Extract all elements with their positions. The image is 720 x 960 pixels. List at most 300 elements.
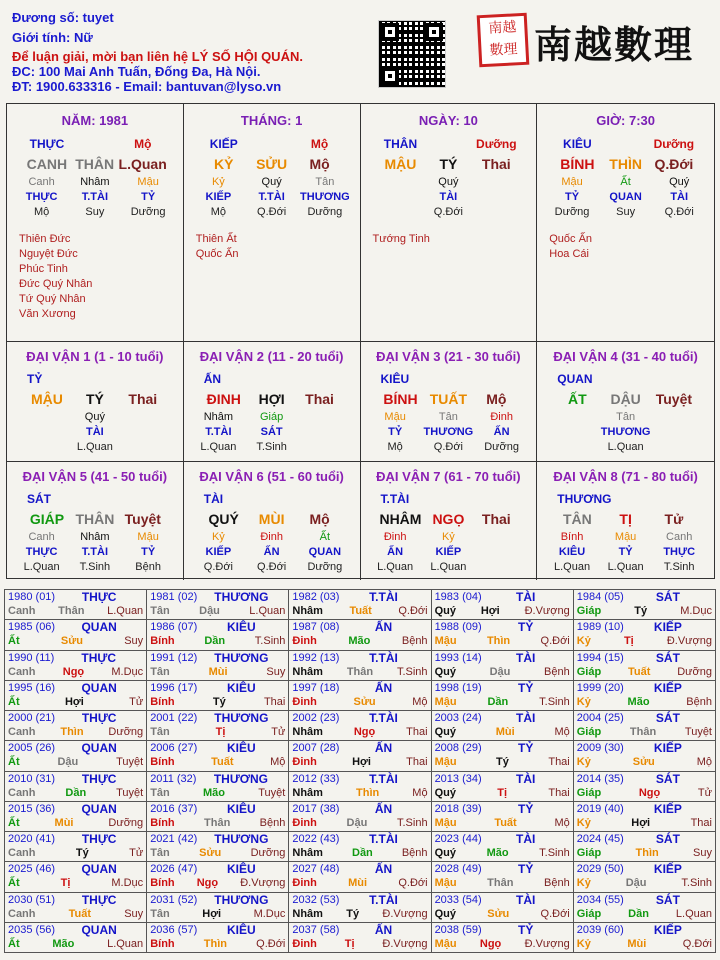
luck-stage-row [186, 440, 358, 455]
annual-row [5, 832, 716, 862]
annual-year: 1983 (04) [434, 591, 482, 603]
annual-year: 2007 (28) [292, 742, 340, 755]
hidden-stage-row [9, 205, 181, 220]
luck-hidden-stem: Nhâm [80, 531, 110, 543]
annual-stage: Thai [548, 786, 570, 799]
annual-branch: Dần [487, 695, 509, 708]
annual-stage: Mộ [412, 786, 428, 799]
annual-year: 2014 (35) [576, 772, 624, 785]
annual-god: THỰC [81, 650, 117, 665]
hidden-stem: Quý [438, 176, 459, 188]
annual-line1 [435, 832, 570, 846]
annual-stem: Mậu [434, 877, 457, 890]
annual-stage: M.Dục [111, 665, 144, 678]
pillar-god: THÂN [383, 137, 418, 151]
annual-branch: Thìn [203, 937, 227, 950]
annual-stem: Đinh [292, 756, 317, 769]
hidden-stage: Mộ [210, 206, 227, 218]
luck-stem-branch: TỊ [619, 511, 632, 527]
annual-line2 [435, 907, 570, 921]
annual-year: 1985 (06) [8, 621, 56, 634]
hidden-stage: Suy [616, 206, 636, 218]
annual-god: KIẾP [653, 620, 682, 635]
annual-god: KIÊU [226, 741, 256, 756]
annual-stage: M.Dục [680, 605, 712, 617]
annual-stem: Tân [150, 786, 170, 799]
annual-branch: Thân [487, 877, 514, 890]
annual-branch: Sửu [199, 847, 222, 859]
annual-line2 [292, 634, 427, 648]
annual-god: ẤN [374, 741, 393, 756]
luck-stem-branch-row [186, 508, 358, 530]
annual-cell [147, 892, 289, 922]
annual-branch: Sửu [60, 635, 83, 648]
annual-line2 [577, 725, 712, 739]
annual-stem: Đinh [292, 695, 317, 708]
annual-line1 [435, 711, 570, 725]
annual-stem: Ất [8, 877, 20, 890]
annual-stage: Suy [124, 635, 144, 648]
hidden-god [475, 190, 528, 205]
annual-line2 [292, 755, 427, 769]
annual-stage: M.Dục [111, 877, 144, 890]
luck-hidden-god: ẤN [387, 546, 404, 558]
annual-god: TÀI [516, 892, 536, 907]
annual-year: 2028 (49) [434, 863, 482, 876]
luck-hidden-god: KIẾP [435, 546, 462, 558]
annual-god: QUAN [81, 680, 117, 695]
annual-god: SÁT [655, 650, 680, 665]
luck-hidden-stem-row [539, 410, 712, 425]
annual-cell [147, 832, 289, 862]
luck-god-row [363, 370, 535, 388]
annual-stem: Bính [150, 695, 175, 708]
luck-stem-branch: NHÂM [379, 511, 422, 527]
annual-cell [431, 922, 573, 952]
hidden-god: T.TÀI [81, 191, 109, 203]
annual-cell [573, 771, 715, 801]
luck-hidden-god: T.TÀI [205, 426, 232, 438]
annual-god: T.TÀI [369, 832, 398, 846]
annual-line2 [435, 725, 570, 739]
annual-stage: L.Quan [107, 605, 144, 617]
pillar-stem-branch: Thai [481, 156, 511, 172]
luck-stem-branch: BÍNH [383, 391, 418, 407]
annual-branch: Dậu [346, 816, 368, 829]
luck-hidden-god: THỰC [25, 546, 58, 558]
luck-hidden-stem [475, 530, 528, 545]
annual-line1 [150, 620, 285, 634]
hidden-stem: Nhâm [80, 176, 110, 188]
annual-year: 2032 (53) [292, 893, 340, 906]
luck-stem-branch: Mộ [309, 511, 330, 527]
annual-cell [5, 922, 147, 952]
luck-hidden-stem: Đinh [383, 531, 407, 543]
luck-god: TỶ [27, 372, 43, 386]
annual-branch: Mão [486, 847, 509, 859]
annual-line1 [150, 651, 285, 665]
annual-cell [431, 892, 573, 922]
annual-stem: Ất [8, 816, 20, 829]
luck-god-row [539, 490, 712, 508]
luck-god-row [186, 490, 358, 508]
annual-line2 [292, 786, 427, 800]
annual-stem: Giáp [576, 847, 602, 859]
annual-line1 [577, 862, 712, 876]
annual-line1 [292, 923, 427, 937]
annual-stem: Quý [434, 605, 456, 617]
pillar-stem-branch: MẬU [384, 156, 417, 172]
pillar-god [424, 135, 472, 153]
annual-cell [289, 590, 431, 620]
annual-god: TỶ [518, 620, 534, 635]
annual-cell [147, 620, 289, 650]
luck-stem-branch-row [9, 388, 181, 410]
annual-cell [573, 922, 715, 952]
annual-year: 1981 (02) [150, 591, 198, 603]
annual-god: KIÊU [226, 862, 256, 877]
annual-stage: Đ.Vượng [382, 907, 428, 920]
annual-cell [289, 650, 431, 680]
pillar-stem-branch: THÂN [75, 156, 115, 172]
luck-stage: L.Quan [607, 441, 644, 453]
annual-cell [147, 922, 289, 952]
annual-god: THƯƠNG [214, 650, 269, 665]
annual-stem: Canh [8, 726, 36, 738]
luck-hidden-god [475, 545, 528, 560]
annual-line1 [292, 681, 427, 695]
annual-line2 [577, 786, 712, 800]
star-item: Văn Xương [19, 308, 76, 320]
annual-cell [147, 711, 289, 741]
annual-stage: L.Quan [675, 907, 712, 920]
annual-branch: Tuất [628, 665, 651, 678]
annual-god: ẤN [374, 922, 393, 937]
annual-branch: Tý [212, 695, 226, 708]
star-list [549, 232, 712, 262]
annual-line2 [150, 725, 285, 739]
annual-year: 2004 (25) [576, 712, 624, 724]
pillar-title: NGÀY: 10 [418, 113, 478, 128]
luck-stage [15, 440, 68, 455]
luck-hidden-stem: Bính [560, 531, 584, 543]
annual-branch: Tý [496, 756, 509, 769]
annual-line1 [435, 893, 570, 907]
annual-line2 [150, 665, 285, 679]
pillar-stem-branch: Mộ [309, 156, 330, 172]
luck-stage: L.Quan [23, 561, 60, 573]
annual-cell [573, 590, 715, 620]
annual-year: 2039 (60) [576, 923, 624, 936]
hidden-god-row [9, 190, 181, 205]
annual-line2 [8, 907, 143, 921]
annual-god: TÀI [516, 832, 536, 846]
luck-god: KIÊU [380, 372, 410, 386]
pillar-stem-branch-row [186, 153, 358, 175]
seal-logo: 南越 數理 [477, 13, 530, 68]
luck-hidden-stem-row [186, 410, 358, 425]
annual-line2 [292, 604, 427, 618]
annual-line1 [8, 802, 143, 816]
annual-god: TÀI [516, 771, 536, 786]
annual-year: 1989 (10) [576, 621, 624, 634]
annual-stage: Mộ [696, 756, 712, 769]
annual-cell [573, 650, 715, 680]
luck-cell [361, 342, 538, 462]
annual-line1 [577, 893, 712, 907]
annual-branch: Dậu [199, 605, 220, 617]
annual-branch: Mão [348, 635, 371, 648]
luck-god: SÁT [27, 492, 51, 506]
annual-line2 [577, 937, 712, 951]
luck-hidden-stem: Canh [666, 531, 693, 543]
annual-stage: Suy [124, 907, 144, 920]
annual-stage: Q.Đới [398, 877, 428, 890]
annual-year: 2001 (22) [150, 712, 198, 724]
luck-god: ẤN [203, 372, 222, 386]
annual-line2 [435, 876, 570, 890]
annual-stem: Tân [150, 726, 170, 738]
annual-stem: Mậu [434, 816, 457, 829]
hidden-stage: Suy [85, 206, 105, 218]
luck-stem-branch: Thai [305, 391, 334, 407]
annual-line2 [292, 725, 427, 739]
annual-god: KIÊU [226, 620, 256, 635]
annual-stage: Q.Đới [682, 937, 712, 950]
annual-god: ẤN [374, 862, 393, 877]
annual-branch: Dậu [625, 877, 647, 890]
annual-year: 2036 (57) [150, 923, 198, 936]
annual-stage: Bệnh [259, 816, 286, 829]
annual-branch: Hợi [480, 605, 500, 617]
annual-line1 [292, 802, 427, 816]
annual-stage: Đ.Vượng [240, 877, 286, 890]
luck-god: QUAN [557, 372, 593, 386]
luck-hidden-stem [545, 410, 599, 425]
annual-stem: Canh [8, 605, 36, 617]
annual-stem: Nhâm [292, 605, 323, 617]
annual-stem: Giáp [576, 786, 602, 799]
annual-branch: Sửu [632, 756, 655, 769]
annual-line1 [150, 923, 285, 937]
annual-cell [5, 711, 147, 741]
hidden-stage: Q.Đới [257, 206, 287, 218]
annual-line2 [150, 876, 285, 890]
annual-stage: Tuyệt [684, 726, 712, 738]
annual-stage: Bệnh [544, 665, 570, 678]
annual-row [5, 892, 716, 922]
annual-line1 [150, 681, 285, 695]
annual-god: TÀI [516, 650, 536, 665]
annual-line2 [435, 695, 570, 709]
hidden-stage [369, 205, 422, 220]
annual-branch: Tý [634, 605, 648, 617]
hidden-stem: Mậu [137, 176, 159, 188]
annual-stage: Suy [693, 847, 712, 859]
luck-stem-branch: Tử [664, 511, 684, 527]
annual-line1 [8, 590, 143, 604]
luck-stem-branch: TÂN [562, 511, 592, 527]
pillar-god [248, 135, 296, 153]
annual-line2 [435, 604, 570, 618]
annual-god: T.TÀI [369, 590, 398, 604]
annual-line1 [435, 590, 570, 604]
annual-line2 [150, 695, 285, 709]
annual-line2 [292, 665, 427, 679]
annual-stem: Đinh [292, 635, 317, 648]
annual-god: T.TÀI [369, 892, 398, 907]
annual-line2 [435, 634, 570, 648]
annual-year: 2022 (43) [292, 833, 340, 845]
hidden-stage-row [363, 205, 535, 220]
luck-hidden-god: SÁT [260, 426, 283, 438]
annual-god: TÀI [516, 590, 536, 604]
annual-cell [5, 801, 147, 831]
annual-line2 [150, 846, 285, 860]
hidden-stem: Quý [261, 176, 282, 188]
annual-stem: Mậu [434, 937, 457, 950]
annual-branch: Thân [204, 816, 231, 829]
annual-branch: Ngọ [62, 665, 85, 678]
annual-cell [5, 620, 147, 650]
luck-hidden-god: THỰC [663, 546, 696, 558]
luck-stem-branch-row [539, 508, 712, 530]
annual-stage: Tử [697, 786, 712, 799]
luck-hidden-stem-row [363, 410, 535, 425]
luck-hidden-god: KIẾP [205, 546, 232, 558]
annual-year: 2024 (45) [576, 833, 624, 845]
luck-god-row [539, 370, 712, 388]
luck-hidden-god-row [539, 545, 712, 560]
luck-cell [537, 462, 714, 580]
luck-hidden-stem: Kỷ [211, 531, 225, 543]
luck-stem-branch: Thai [128, 391, 158, 407]
luck-stage: Bệnh [135, 561, 161, 573]
hidden-stem [369, 175, 422, 190]
luck-stem-branch: THÂN [75, 511, 115, 527]
annual-stage: Dưỡng [250, 847, 286, 859]
annual-cell [289, 711, 431, 741]
star-item: Tứ Quý Nhân [19, 293, 86, 305]
annual-stem: Quý [434, 907, 456, 920]
luck-stage: Q.Đới [433, 441, 463, 453]
hidden-stage: Q.Đới [664, 206, 694, 218]
annual-stem: Ất [8, 756, 20, 769]
hidden-stem-row [539, 175, 712, 190]
annual-stage: Q.Đới [398, 605, 428, 617]
luck-cell [184, 342, 361, 462]
luck-stem-branch: TUẤT [429, 391, 468, 407]
annual-year: 2027 (48) [292, 863, 340, 876]
annual-cell [573, 680, 715, 710]
luck-stage-row [539, 560, 712, 575]
hidden-god: THỰC [25, 191, 58, 203]
annual-stem: Tân [150, 907, 170, 920]
annual-year: 2015 (36) [8, 802, 56, 815]
annual-line2 [8, 695, 143, 709]
annual-stage: Đ.Vượng [666, 635, 712, 648]
annual-line2 [8, 604, 143, 618]
star-item: Thiên Đức [19, 233, 71, 245]
pillar-god: Dưỡng [653, 137, 695, 151]
annual-branch: Mùi [495, 726, 515, 738]
hidden-stem: Ất [620, 176, 631, 188]
star-list [19, 232, 181, 322]
luck-hidden-stem [652, 410, 706, 425]
annual-row [5, 711, 716, 741]
annual-line2 [8, 846, 143, 860]
annual-stage: Đ.Vượng [524, 937, 570, 950]
hidden-stem-row [9, 175, 181, 190]
annual-branch: Tý [346, 907, 360, 920]
annual-stage: L.Quan [107, 937, 144, 950]
brand-logo: 南越數理 [534, 22, 695, 67]
annual-stem: Ất [8, 937, 20, 950]
hidden-god: TỶ [565, 191, 580, 203]
luck-hidden-stem: Quý [84, 411, 105, 423]
annual-cell [289, 801, 431, 831]
annual-line1 [150, 802, 285, 816]
luck-hidden-god-row [9, 425, 181, 440]
annual-stage: T.Sinh [396, 816, 428, 829]
luck-stage: Q.Đới [203, 561, 233, 573]
annual-line2 [8, 937, 143, 951]
annual-god: SÁT [655, 771, 680, 786]
annual-stem: Kỷ [576, 877, 591, 890]
annual-row [5, 922, 716, 952]
annual-god: KIÊU [226, 922, 256, 937]
star-item: Thiên Ất [195, 233, 237, 245]
annual-branch: Thìn [356, 786, 380, 799]
annual-year: 1995 (16) [8, 681, 56, 694]
luck-stem-branch-row [363, 388, 535, 410]
annual-stem: Quý [434, 726, 456, 738]
annual-stem: Đinh [292, 816, 317, 829]
luck-title: ĐẠI VẬN 4 (31 - 40 tuổi) [553, 349, 698, 364]
pillar-stem-branch-row [539, 153, 712, 175]
annual-branch: Thìn [60, 726, 84, 738]
annual-line2 [292, 816, 427, 830]
annual-cell [431, 801, 573, 831]
pillar-stem-branch: KỶ [213, 156, 234, 172]
annual-line2 [577, 755, 712, 769]
luck-stage: L.Quan [430, 561, 467, 573]
annual-year: 1990 (11) [8, 651, 55, 664]
annual-god: TỶ [518, 801, 534, 816]
annual-branch: Thìn [635, 847, 659, 859]
luck-hidden-stem-row [9, 410, 181, 425]
annual-stage: Mộ [554, 726, 570, 738]
luck-stage-row [186, 560, 358, 575]
luck-hidden-stem: Mậu [384, 411, 406, 423]
annual-branch: Sửu [353, 695, 376, 708]
pillar-stem-branch: L.Quan [118, 156, 167, 172]
annual-line1 [577, 772, 712, 786]
annual-branch: Mùi [627, 937, 647, 950]
annual-cell [431, 771, 573, 801]
annual-branch: Tị [60, 877, 71, 890]
annual-branch: Tị [344, 937, 355, 950]
luck-stage: L.Quan [76, 441, 113, 453]
annual-year: 1998 (19) [434, 681, 482, 694]
luck-title: ĐẠI VẬN 1 (1 - 10 tuổi) [26, 349, 164, 364]
annual-god: T.TÀI [369, 711, 398, 725]
annual-line1 [150, 893, 285, 907]
annual-year: 1994 (15) [576, 651, 624, 664]
pillar-stem-branch: TÝ [439, 156, 458, 172]
luck-hidden-stem [122, 410, 175, 425]
luck-stem-branch: Mộ [486, 391, 507, 407]
